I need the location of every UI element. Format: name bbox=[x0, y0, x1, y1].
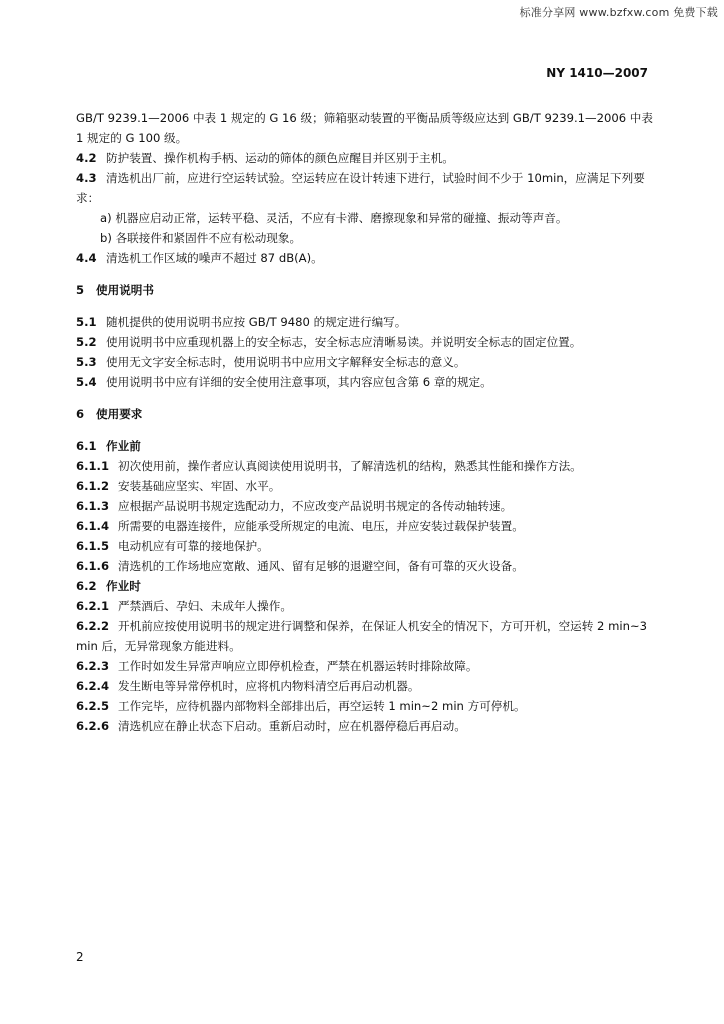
clause-text: 使用说明书中应重现机器上的安全标志，安全标志应清晰易读。并说明安全标志的固定位置。 bbox=[106, 335, 582, 349]
page-number: 2 bbox=[76, 950, 84, 964]
clause-number: 5.2 bbox=[76, 335, 97, 349]
clause-text: 严禁酒后、孕妇、未成年人操作。 bbox=[118, 599, 292, 613]
clause-6-1-4 bbox=[76, 516, 658, 536]
clause-6-1-5 bbox=[76, 536, 658, 556]
document-code: NY 1410—2007 bbox=[546, 66, 648, 80]
clause-6-1-3 bbox=[76, 496, 658, 516]
clause-text: 应根据产品说明书规定选配动力，不应改变产品说明书规定的各传动轴转速。 bbox=[118, 499, 513, 513]
clause-number: 6.1.3 bbox=[76, 499, 110, 513]
clause-number: 4.4 bbox=[76, 251, 97, 265]
clause-number: 5.4 bbox=[76, 375, 97, 389]
clause-6-2-2 bbox=[76, 616, 658, 656]
clause-number: 4.2 bbox=[76, 151, 97, 165]
paragraph-intro: GB/T 9239.1—2006 中表 1 规定的 G 16 级；筛箱驱动装置的平衡品质等级应达到 GB/T 9239.1—2006 中表 1 规定的 G 100 级。 bbox=[76, 111, 653, 145]
section-number: 5 bbox=[76, 283, 85, 297]
clause-text: 所需要的电器连接件，应能承受所规定的电流、电压，并应安装过载保护装置。 bbox=[118, 519, 524, 533]
document-body bbox=[76, 108, 658, 736]
clause-number: 6.2.2 bbox=[76, 619, 110, 633]
subsection-title: 作业时 bbox=[106, 579, 141, 593]
clause-4-3 bbox=[76, 168, 658, 208]
clause-5-2 bbox=[76, 332, 658, 352]
clause-number: 6.1.6 bbox=[76, 559, 110, 573]
clause-6-2-5 bbox=[76, 696, 658, 716]
clause-5-4 bbox=[76, 372, 658, 392]
clause-number: 5.1 bbox=[76, 315, 97, 329]
clause-number: 6.2.4 bbox=[76, 679, 110, 693]
list-item-a: a) 机器应启动正常，运转平稳、灵活，不应有卡滞、磨擦现象和异常的碰撞、振动等声音。 bbox=[100, 211, 568, 225]
watermark: 标准分享网 www.bzfxw.com 免费下载 bbox=[519, 6, 718, 19]
clause-text: 清选机的工作场地应宽敞、通风、留有足够的退避空间，备有可靠的灭火设备。 bbox=[118, 559, 524, 573]
subsection-number: 6.1 bbox=[76, 439, 97, 453]
list-item-b: b) 各联接件和紧固件不应有松动现象。 bbox=[100, 231, 302, 245]
section-5-heading bbox=[76, 280, 658, 300]
clause-6-2-1 bbox=[76, 596, 658, 616]
clause-number: 6.1.2 bbox=[76, 479, 110, 493]
clause-number: 6.2.6 bbox=[76, 719, 110, 733]
clause-text: 清选机工作区域的噪声不超过 87 dB(A)。 bbox=[106, 251, 323, 265]
clause-text: 发生断电等异常停机时，应将机内物料清空后再启动机器。 bbox=[118, 679, 420, 693]
clause-text: 电动机应有可靠的接地保护。 bbox=[118, 539, 269, 553]
clause-text: 使用说明书中应有详细的安全使用注意事项，其内容应包含第 6 章的规定。 bbox=[106, 375, 492, 389]
clause-6-1-6 bbox=[76, 556, 658, 576]
clause-number: 6.1.5 bbox=[76, 539, 110, 553]
clause-number: 6.2.3 bbox=[76, 659, 110, 673]
subsection-title: 作业前 bbox=[106, 439, 141, 453]
clause-text: 工作时如发生异常声响应立即停机检查，严禁在机器运转时排除故障。 bbox=[118, 659, 478, 673]
clause-number: 6.1.4 bbox=[76, 519, 110, 533]
clause-number: 6.1.1 bbox=[76, 459, 110, 473]
section-title: 使用要求 bbox=[96, 407, 143, 421]
clause-6-2-4 bbox=[76, 676, 658, 696]
clause-number: 4.3 bbox=[76, 171, 97, 185]
clause-6-1-2 bbox=[76, 476, 658, 496]
clause-text: 初次使用前，操作者应认真阅读使用说明书，了解清选机的结构，熟悉其性能和操作方法。 bbox=[118, 459, 582, 473]
clause-5-3 bbox=[76, 352, 658, 372]
clause-5-1 bbox=[76, 312, 658, 332]
section-number: 6 bbox=[76, 407, 85, 421]
clause-4-2 bbox=[76, 148, 658, 168]
clause-6-2-3 bbox=[76, 656, 658, 676]
clause-text: 开机前应按使用说明书的规定进行调整和保养，在保证人机安全的情况下，方可开机，空运转 2 min~3min 后，无异常现象方能进料。 bbox=[76, 619, 648, 653]
clause-6-1-1 bbox=[76, 456, 658, 476]
clause-text: 随机提供的使用说明书应按 GB/T 9480 的规定进行编写。 bbox=[106, 315, 407, 329]
clause-text: 防护装置、操作机构手柄、运动的筛体的颜色应醒目并区别于主机。 bbox=[106, 151, 454, 165]
clause-number: 6.2.5 bbox=[76, 699, 110, 713]
subsection-6-1-heading bbox=[76, 436, 658, 456]
clause-number: 6.2.1 bbox=[76, 599, 110, 613]
clause-6-2-6 bbox=[76, 716, 658, 736]
clause-text: 工作完毕，应待机器内部物料全部排出后，再空运转 1 min~2 min 方可停机。 bbox=[118, 699, 526, 713]
clause-text: 安装基础应坚实、牢固、水平。 bbox=[118, 479, 281, 493]
clause-number: 5.3 bbox=[76, 355, 97, 369]
clause-text: 清选机应在静止状态下启动。重新启动时，应在机器停稳后再启动。 bbox=[118, 719, 466, 733]
subsection-number: 6.2 bbox=[76, 579, 97, 593]
clause-text: 使用无文字安全标志时，使用说明书中应用文字解释安全标志的意义。 bbox=[106, 355, 466, 369]
section-6-heading bbox=[76, 404, 658, 424]
subsection-6-2-heading bbox=[76, 576, 658, 596]
clause-4-4 bbox=[76, 248, 658, 268]
section-title: 使用说明书 bbox=[96, 283, 154, 297]
clause-text: 清选机出厂前，应进行空运转试验。空运转应在设计转速下进行，试验时间不少于 10min，应满足下列要求： bbox=[76, 171, 645, 205]
